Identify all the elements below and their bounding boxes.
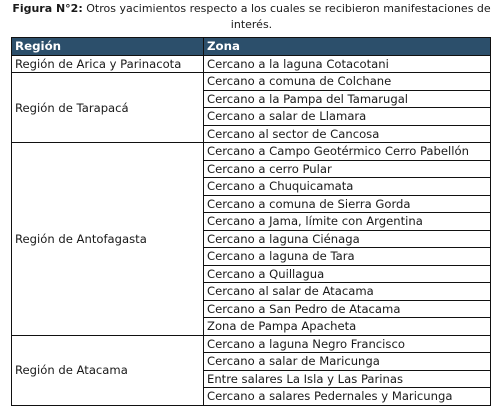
region-cell: Región de Arica y Parinacota: [12, 55, 204, 73]
figure-caption: [4, 1, 499, 33]
zona-cell: Cercano a Quillagua: [204, 265, 491, 283]
region-cell: Región de Atacama: [12, 335, 204, 405]
zona-cell: Cercano al sector de Cancosa: [204, 125, 491, 143]
zona-cell: Cercano a Campo Geotérmico Cerro Pabellón: [204, 143, 491, 161]
zona-cell: Cercano a Jama, límite con Argentina: [204, 213, 491, 231]
table-body: [12, 55, 491, 405]
table-row: [12, 55, 491, 73]
zona-cell: Cercano a laguna Ciénaga: [204, 230, 491, 248]
zona-cell: Entre salares La Isla y Las Parinas: [204, 370, 491, 388]
zona-cell: Cercano a comuna de Sierra Gorda: [204, 195, 491, 213]
zona-cell: Cercano al salar de Atacama: [204, 283, 491, 301]
region-cell: Región de Tarapacá: [12, 73, 204, 143]
table-header-row: [12, 38, 491, 56]
table-row: [12, 143, 491, 161]
table-row: [12, 73, 491, 91]
regions-table: [11, 37, 491, 406]
zona-cell: Cercano a laguna de Tara: [204, 248, 491, 266]
zona-cell: Cercano a comuna de Colchane: [204, 73, 491, 91]
header-zona: Zona: [204, 38, 491, 56]
zona-cell: Cercano a laguna Negro Francisco: [204, 335, 491, 353]
zona-cell: Cercano a cerro Pular: [204, 160, 491, 178]
header-region: Región: [12, 38, 204, 56]
caption-label: Figura N°2:: [12, 2, 83, 15]
table-row: [12, 335, 491, 353]
zona-cell: Cercano a la laguna Cotacotani: [204, 55, 491, 73]
zona-cell: Cercano a salar de Maricunga: [204, 353, 491, 371]
zona-cell: Cercano a la Pampa del Tamarugal: [204, 90, 491, 108]
region-cell: Región de Antofagasta: [12, 143, 204, 336]
zona-cell: Cercano a salares Pedernales y Maricunga: [204, 388, 491, 406]
caption-text: Otros yacimientos respecto a los cuales se recibieron manifestaciones de interés.: [86, 2, 491, 31]
zona-cell: Cercano a San Pedro de Atacama: [204, 300, 491, 318]
zona-cell: Zona de Pampa Apacheta: [204, 318, 491, 336]
zona-cell: Cercano a Chuquicamata: [204, 178, 491, 196]
zona-cell: Cercano a salar de Llamara: [204, 108, 491, 126]
